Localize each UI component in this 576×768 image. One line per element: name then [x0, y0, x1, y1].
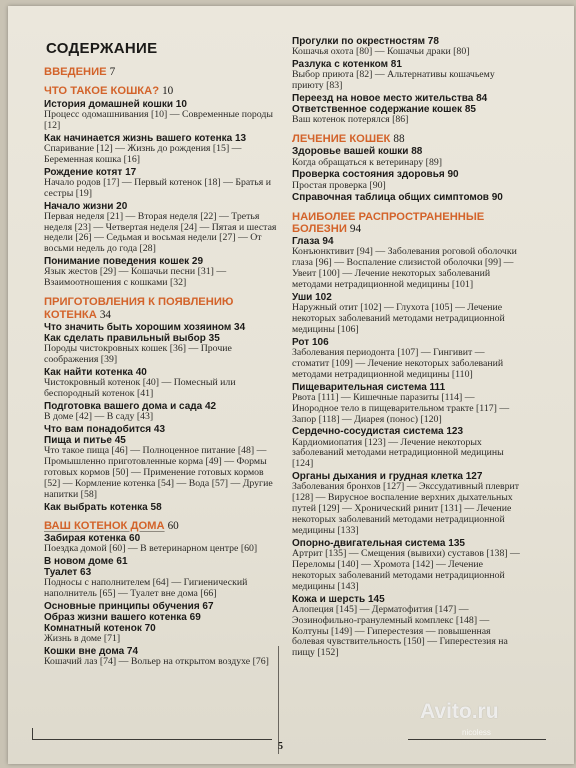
toc-chapter-entry: Переезд на новое место жительства 84 — [292, 92, 488, 104]
toc-chapter-entry: Комнатный котенок 70 — [44, 623, 156, 635]
toc-section-heading — [44, 296, 278, 321]
toc-section-heading — [292, 211, 522, 236]
toc-chapter-entry: Прогулки по окрестностям 78 — [292, 36, 439, 47]
toc-chapter-entry: Органы дыхания и грудная клетка 127 — [292, 471, 483, 483]
toc-subtopics: Артрит [135] — Смещения (вывихи) суставов [138] — Переломы [140] — Хромота [142] — Лечение некоторых заболеваний методами нетрадиционной медицины [143] — [292, 548, 520, 592]
toc-chapter-entry: Образ жизни вашего котенка 69 — [44, 612, 201, 624]
toc-section-heading — [44, 66, 278, 78]
toc-subtopics: Кошачий лаз [74] — Вольер на открытом воздухе [76] — [44, 656, 269, 668]
watermark-logo: Avito.ru — [420, 700, 499, 723]
toc-subtopics: Алопеция [145] — Дерматофития [147] — Эозинофильно-гранулемный комплекс [148] — Колтуны [149] — Гиперестезия — повышенная болевая чувствительность [150] — Гиперестезия на пищу [152] — [292, 603, 508, 659]
toc-right-list — [292, 36, 522, 659]
toc-subtopics: Язык жестов [29] — Кошачьи песни [31] — Взаимоотношения с кошками [32] — [44, 266, 227, 289]
toc-chapter-entry: Сердечно-сосудистая система 123 — [292, 426, 464, 438]
toc-chapter-entry: Начало жизни 20 — [44, 200, 128, 212]
toc-chapter-entry: Что значить быть хорошим хозяином 34 — [44, 321, 246, 333]
section-title: ПРИГОТОВЛЕНИЯ К ПОЯВЛЕНИЮ КОТЕНКА — [44, 296, 234, 321]
toc-chapter-entry: Как выбрать котенка 58 — [44, 501, 162, 513]
toc-subtopics: Кардиомиопатия [123] — Лечение некоторых заболеваний методами нетрадиционной медицины [124] — [292, 436, 504, 470]
toc-subtopics: Рвота [111] — Кишечные паразиты [114] — Инородное тело в пищеварительном тракте [117] — Запор [118] — Диарея (понос) [120] — [292, 391, 510, 425]
toc-subtopics: Конъюнктивит [94] — Заболевания роговой оболочки глаза [96] — Воспаление слизистой оболочки [99] — Увеит [100] — Лечение некоторых заболеваний методами нетрадиционной медицины [101] — [292, 246, 517, 291]
toc-subtopics: Спаривание [12] — Жизнь до рождения [15] — Беременная кошка [16] — [44, 142, 242, 165]
section-page-number: 60 — [167, 519, 179, 532]
section-page-number: 88 — [393, 133, 405, 145]
toc-chapter-entry: История домашней кошки 10 — [44, 98, 187, 110]
toc-chapter-entry: Кошки вне дома 74 — [44, 646, 139, 658]
toc-chapter-entry: Здоровье вашей кошки 88 — [292, 146, 423, 158]
toc-chapter-entry: Глаза 94 — [292, 236, 334, 248]
toc-subtopics: Чистокровный котенок [40] — Помесный или беспородный котенок [41] — [44, 377, 236, 399]
toc-chapter-entry: Проверка состояния здоровья 90 — [292, 169, 459, 181]
section-title: НАИБОЛЕЕ РАСПРОСТРАНЕННЫЕ БОЛЕЗНИ — [292, 210, 485, 235]
toc-chapter-entry: Как сделать правильный выбор 35 — [44, 333, 220, 345]
watermark-username: nicoless — [462, 728, 491, 737]
section-page-number: 10 — [162, 85, 174, 98]
page-number: 5 — [278, 741, 283, 752]
toc-chapter-entry: Уши 102 — [292, 292, 332, 304]
footer-rule-right — [408, 739, 546, 740]
toc-chapter-entry: Туалет 63 — [44, 567, 92, 579]
toc-subtopics: Заболевания периодонта [107] — Гингивит — стоматит [109] — Лечение некоторых заболеваний методами нетрадиционной медицины [110] — [292, 346, 504, 380]
toc-subtopics: Начало родов [17] — Первый котенок [18] — Братья и сестры [19] — [44, 176, 271, 199]
toc-chapter-entry: Забирая котенка 60 — [44, 533, 141, 545]
toc-chapter-entry: Ответственное содержание кошек 85 — [292, 104, 476, 115]
toc-subtopics: Наружный отит [102] — Глухота [105] — Лечение некоторых заболеваний методами нетрадиционной медицины [106] — [292, 302, 505, 335]
section-page-number: 7 — [109, 66, 116, 78]
toc-subtopics: Кошачья охота [80] — Кошачьи драки [80] — [292, 46, 470, 58]
contents-title: СОДЕРЖАНИЕ — [46, 40, 158, 57]
toc-chapter-entry: Опорно-двигательная система 135 — [292, 537, 465, 549]
toc-chapter-entry: Справочная таблица общих симптомов 90 — [292, 192, 503, 204]
toc-chapter-entry: Как найти котенка 40 — [44, 366, 147, 378]
section-title: ВАШ КОТЕНОК ДОМА — [44, 519, 165, 532]
toc-chapter-entry: Основные принципы обучения 67 — [44, 601, 214, 613]
toc-subtopics: Подносы с наполнителем [64] — Гигиенический наполнитель [65] — Туалет вне дома [66] — [44, 577, 248, 600]
section-title: ЛЕЧЕНИЕ КОШЕК — [292, 133, 391, 145]
toc-subtopics: Породы чистокровных кошек [36] — Прочие соображения [39] — [44, 343, 232, 366]
toc-subtopics: В доме [42] — В саду [43] — [44, 410, 154, 422]
toc-subtopics: Процесс одомашнивания [10] — Современные породы [12] — [44, 108, 273, 131]
toc-subtopics: Когда обращаться к ветеринару [89] — [292, 156, 443, 168]
toc-chapter-entry: Разлука с котенком 81 — [292, 59, 402, 70]
toc-section-heading — [292, 133, 522, 145]
toc-subtopics: Первая неделя [21] — Вторая неделя [22] — Третья неделя [23] — Четвертая неделя [24] — Пятая и шестая недели [26] — Седьмая и восьмая недели [27] — От восьми недель до года [28] — [44, 210, 277, 255]
toc-chapter-entry: Как начинается жизнь вашего котенка 13 — [44, 132, 247, 144]
section-title: ЧТО ТАКОЕ КОШКА? — [44, 85, 160, 98]
toc-subtopics: Что такое пища [46] — Полноценное питание [48] — Промышленно приготовленные корма [49] — Формы готовых кормов [50] — Применение готовых кормов [52] — Кормление котенка [54] — Вода [57] — Другие напитки [58] — [44, 445, 273, 500]
toc-chapter-entry: Рот 106 — [292, 336, 329, 348]
toc-chapter-entry: Рождение котят 17 — [44, 166, 137, 178]
toc-subtopics: Выбор приюта [82] — Альтернативы кошачьему приюту [83] — [292, 69, 495, 91]
toc-chapter-entry: В новом доме 61 — [44, 556, 128, 568]
toc-chapter-entry: Кожа и шерсть 145 — [292, 593, 385, 605]
book-page — [8, 6, 574, 764]
toc-left-column — [44, 40, 278, 669]
toc-section-heading — [44, 520, 278, 532]
toc-chapter-entry: Подготовка вашего дома и сада 42 — [44, 400, 217, 412]
toc-chapter-entry: Что вам понадобится 43 — [44, 423, 166, 435]
toc-chapter-entry: Пища и питье 45 — [44, 434, 126, 446]
section-page-number: 34 — [99, 308, 112, 321]
toc-right-column — [292, 36, 522, 660]
section-title: ВВЕДЕНИЕ — [44, 66, 107, 78]
toc-chapter-entry: Пищеварительная система 111 — [292, 381, 446, 393]
column-divider — [278, 646, 279, 754]
toc-subtopics: Простая проверка [90] — [292, 179, 386, 191]
toc-chapter-entry: Понимание поведения кошек 29 — [44, 256, 204, 268]
section-page-number: 94 — [349, 222, 362, 235]
toc-section-heading — [44, 85, 278, 97]
toc-subtopics: Жизнь в доме [71] — [44, 633, 121, 645]
toc-subtopics: Поездка домой [60] — В ветеринарном центре [60] — [44, 543, 258, 555]
toc-left-list — [44, 66, 278, 668]
footer-rule-left — [32, 739, 272, 740]
toc-subtopics: Ваш котенок потерялся [86] — [292, 114, 409, 126]
toc-subtopics: Заболевания бронхов [127] — Экссудативный плеврит [128] — Вирусное воспаление верхних дыхательных путей [129] — Хронический ринит [131] — Лечение некоторых заболеваний методами нетрадиционной медицины [133] — [292, 481, 520, 536]
